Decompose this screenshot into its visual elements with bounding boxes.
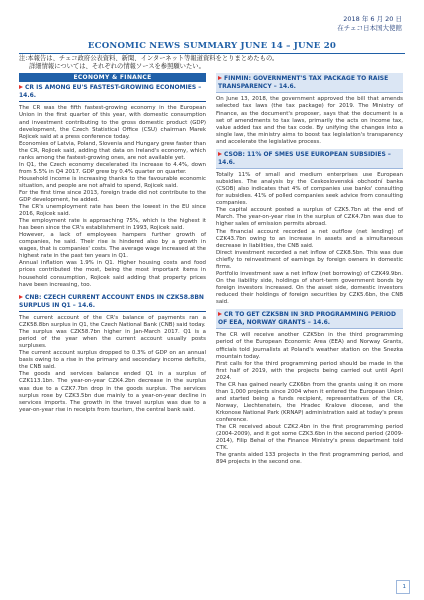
article-heading [216, 73, 403, 93]
left-column [19, 73, 206, 414]
article-heading-text: CSOB: 11% OF SMES USE EUROPEAN SUBSIDIES – 14.6. [218, 150, 391, 166]
paragraph: The CR will receive another CZK5bn in the third programming period of the European Economic Area (EEA) and Norway Grants, officials told journalists at Poland's weather station on the Snezka mountain today. [216, 332, 403, 360]
paragraph: Annual inflation was 1.9% in Q1. Higher housing costs and food prices contributed the most, being the most important items in household consumption, Rojicek said adding that property prices have been increasing, too. [19, 260, 206, 288]
paragraph: The grants aided 133 projects in the first programming period, and 894 projects in the second one. [216, 452, 403, 466]
bullet-triangle-icon [218, 312, 222, 316]
article-heading [19, 82, 206, 102]
title-divider [19, 53, 405, 54]
bullet-triangle-icon [19, 85, 23, 89]
paragraph: The CR's unemployment rate has been the lowest in the EU since 2016, Rojicek said. [19, 204, 206, 218]
page-number: 1 [402, 584, 406, 590]
bullet-triangle-icon [19, 295, 23, 299]
paragraph: The current account of the CR's balance of payments ran a CZK58.8bn surplus in Q1, the Czech National Bank (CNB) said today. [19, 315, 206, 329]
article-body [19, 105, 206, 288]
paragraph: However, a lack of employees hampers further growth of companies, he said. Their rise is hindered also by a growth in wages, that is companies' costs. The average wage increased at the highest rate in the past ten years in Q1. [19, 232, 206, 260]
bullet-triangle-icon [218, 76, 222, 80]
paragraph: The surplus was CZK58.7bn higher in Jan-March 2017. Q1 is a period of the year when the current account usually posts surpluses. [19, 329, 206, 350]
article-heading-text: CNB: CZECH CURRENT ACCOUNT ENDS IN CZK58.8BN SURPLUS IN Q1 – 14.6. [19, 293, 204, 309]
article-heading [216, 309, 403, 329]
paragraph: The CR has gained nearly CZK6bn from the grants using it on more than 1,000 projects since 2004 when it entered the European Union and started being a funds recipient, representatives of the CR, Norway, Liechtenstein, the Hradec Kralove diocese, and the Krkonose National Park (KRNAP) administration said at today's press conference. [216, 381, 403, 423]
paragraph: First calls for the third programming period should be made in the first half of 2019, with the projects being carried out until April 2024. [216, 360, 403, 381]
disclaimer-notes [19, 55, 405, 72]
paragraph: In Q1, the Czech economy decelerated its increase to 4.4%, down from 5.5% in Q4 2017. GDP grew by 0.4% quarter on quarter. [19, 161, 206, 175]
article-heading [19, 292, 206, 312]
paragraph: The current account surplus dropped to 0.3% of GDP on an annual basis owing to a rise in the primary and secondary income deficits, the CNB said. [19, 350, 206, 371]
paragraph: On June 13, 2018, the government approved the bill that amends selected tax laws (the tax package) for 2019. The Ministry of Finance, as the document's proposer, says that the document is a set of amendments to tax laws, primarily the acts on income tax, value added tax and the tax code. By unifying the changes into a single law, the ministry aims to boost tax legislation's transparency and accelerate the legislative process. [216, 96, 403, 145]
paragraph: The capital account posted a surplus of CZK5.7bn at the end of March. The year-on-year rise in the surplus of CZK4.7bn was due to higher sales of emission permits abroad. [216, 207, 403, 228]
note-line: 詳細情報については、それぞれの情報ソースを参照願いたい。 [29, 63, 205, 71]
article-body [216, 172, 403, 306]
paragraph: The CR was the fifth fastest-growing economy in the European Union in the first quarter of this year, with domestic consumption and investment contributing to the gross domestic product (GDP) development, the Czech Statistical Office (CSU) chairman Marek Rojicek said at a press conference today. [19, 105, 206, 140]
article-body [216, 332, 403, 466]
paragraph: Portfolio investment saw a net inflow (net borrowing) of CZK49.9bn. On the liability side, holdings of short-term government bonds by foreign investors increased. On the asset side, domestic investors reduced their holdings of foreign securities by CZK5.6bn, the CNB said. [216, 270, 403, 305]
article-body [19, 315, 206, 414]
paragraph: Direct investment recorded a net inflow of CZK8.5bn. This was due chiefly to reinvestment of earnings by foreign owners in domestic firms. [216, 249, 403, 270]
section-header-economy-finance: ECONOMY & FINANCE [19, 73, 206, 82]
article-heading [216, 149, 403, 169]
article-heading-text: CR IS AMONG EU'S FASTEST-GROWING ECONOMIES – 14.6. [19, 84, 202, 100]
article-heading-text: CR TO GET CZK5BN IN 3RD PROGRAMMING PERIOD OF EEA, NORWAY GRANTS – 14.6. [218, 311, 397, 327]
right-column [216, 73, 403, 466]
paragraph: The goods and services balance ended Q1 in a surplus of CZK113.1bn. The year-on-year CZK4.2bn decrease in the surplus was due to a CZK7.7bn drop in the goods surplus. The services surplus rose by CZK3.5bn due mainly to a year-on-year decline in services imports. The growth in the travel surplus was due to a year-on-year rise in receipts from tourism, the central bank said. [19, 371, 206, 413]
paragraph: For the first time since 2013, foreign trade did not contribute to the GDP development, he added. [19, 189, 206, 204]
page-title: ECONOMIC NEWS SUMMARY JUNE 14 – JUNE 20 [87, 41, 337, 51]
paragraph: Economies of Latvia, Poland, Slovenia and Hungary grew faster than the CR, Rojicek said, adding that data on Ireland's economy, which ranks among the fastest-growing ones, are not available yet. [19, 140, 206, 161]
paragraph: Totally 11% of small and medium enterprises use European subsidies. The analysis by the Ceskoslovenská obchodní banka (CSOB) also indicates that 4% of companies use banks' consulting for subsidies. 41% of polled companies seek advice from consulting companies. [216, 172, 403, 207]
paragraph: The CR received about CZK2.4bn in the first programming period (2004-2009), and it got some CZK3.6bn in the second period (2009-2014), Filip Behal of the Finance Ministry's press department told CTK. [216, 424, 403, 452]
paragraph: The financial account recorded a net outflow (net lending) of CZK43.7bn owing to an increase in assets and a simultaneous decrease in liabilities, the CNB said. [216, 228, 403, 249]
paragraph: The employment rate is approaching 75%, which is the highest it has been since the CR's establishment in 1993, Rojicek said. [19, 218, 206, 232]
note-line: 注:本報告は、チェコ政府公表資料、新聞、インターネット等報道資料をとりまとめたもの。 [19, 55, 279, 62]
article-heading-text: FINMIN: GOVERNMENT'S TAX PACKAGE TO RAISE TRANSPARENCY – 14.6. [218, 75, 389, 91]
bullet-triangle-icon [218, 152, 222, 156]
report-date: 2018 年 6 月 20 日 [343, 15, 402, 23]
paragraph: Household income is increasing thanks to the favourable economic situation, and people are not afraid to spend, Rojicek said. [19, 175, 206, 189]
embassy-name: 在チェコ日本国大使館 [337, 23, 402, 32]
article-body [216, 96, 403, 145]
header-date-block [337, 15, 402, 32]
